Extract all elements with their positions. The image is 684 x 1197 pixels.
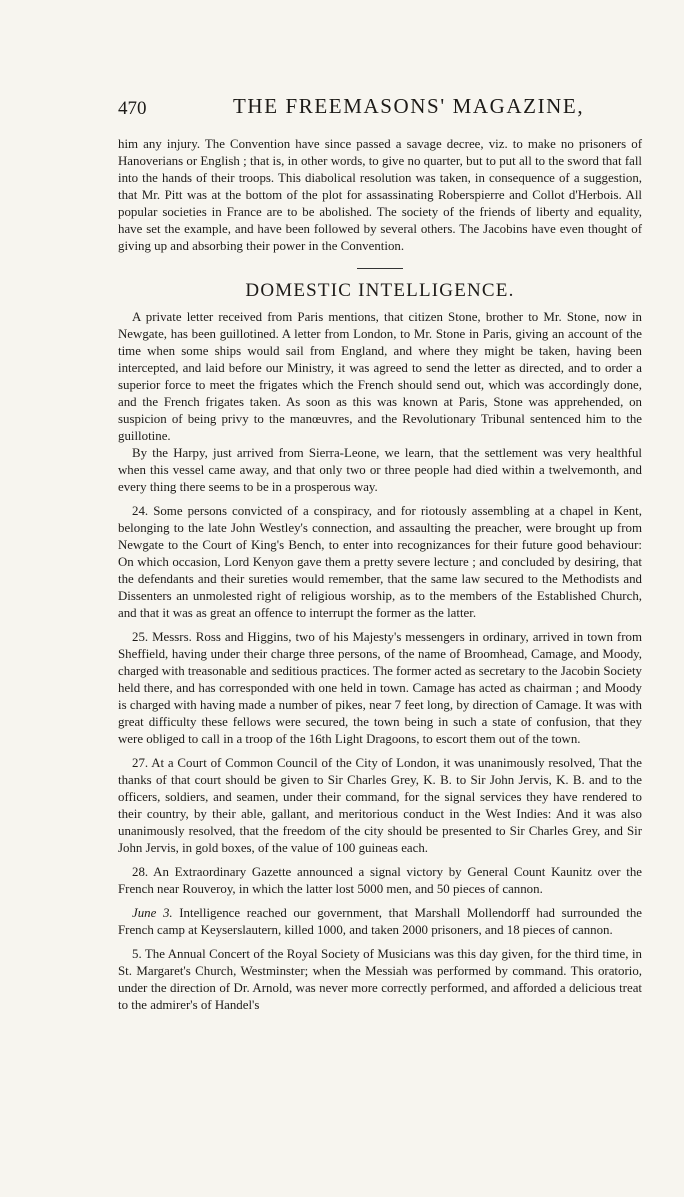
news-paragraph: By the Harpy, just arrived from Sierra-Leone, we learn, that the settlement was very healthful when this vessel came away, and that only two or three people had died within a twelvemonth, and every thing there seems to be in a prosperous way. <box>118 446 642 494</box>
article-body <box>118 136 642 1014</box>
entry-text: At a Court of Common Council of the City of London, it was unanimously resolved, That the thanks of that court should be given to Sir Charles Grey, K. B. to Sir John Jervis, K. B. and to the officers, soldiers, and seamen, under their command, for the signal services they have rendered to their country, by their able, gallant, and meritorious conduct in the West Indies: And it was also unanimously resolved, that the freedom of the city should be presented to Sir Charles Grey, and Sir John Jervis, in gold boxes, of the value of 100 guineas each. <box>118 756 642 855</box>
dated-entry <box>118 864 642 898</box>
entry-text: Messrs. Ross and Higgins, two of his Majesty's messengers in ordinary, arrived in town from Sheffield, having under their charge three persons, of the name of Broomhead, Camage, and Moody, charged with treasonable and seditious practices. The former acted as secretary to the Jacobin Society held there, and has corresponded with one held in town. Camage has acted as chairman ; and Moody is charged with having made a number of pikes, near 7 feet long, by direction of Camage. It was with great difficulty these fellows were secured, the town being in such a state of confusion, that they were obliged to call in a troop of the 16th Light Dragoons, to escort them out of the town. <box>118 630 642 746</box>
entry-text: Intelligence reached our government, that Marshall Mollendorff had surrounded the French camp at Keyserslautern, killed 1000, and taken 2000 prisoners, and 18 pieces of cannon. <box>118 906 642 937</box>
entry-date: 27. <box>132 756 149 770</box>
dated-entry <box>118 755 642 857</box>
page-header <box>118 94 634 124</box>
entry-date: 25. <box>132 630 149 644</box>
entry-date: 24. <box>132 504 149 518</box>
dated-entry <box>118 503 642 622</box>
entry-text: The Annual Concert of the Royal Society of Musicians was this day given, for the third time, in St. Margaret's Church, Westminster; when the Messiah was performed by command. This oratorio, under the direction of Dr. Arnold, was never more correctly performed, and afforded a delicious treat to the admirer's of Handel's <box>118 947 642 1012</box>
entry-text: Some persons convicted of a conspiracy, and for riotously assembling at a chapel in Kent, belonging to the late John Westley's connection, and assaulting the preacher, were brought up from Newgate to the Court of King's Bench, to enter into recognizances for their future good behaviour: On which occasion, Lord Kenyon gave them a pretty severe lecture ; and concluded by desiring, that the defendants and their sureties would remember, that the same law secured to the Methodists and Dissenters an unmolested right of religious worship, as to the members of the Established Church, and that it was as great an offence to interrupt the former as the latter. <box>118 504 642 620</box>
entry-text: An Extraordinary Gazette announced a signal victory by General Count Kaunitz over the French near Rouveroy, in which the latter lost 5000 men, and 50 pieces of cannon. <box>118 865 643 896</box>
dated-entry <box>118 946 642 1014</box>
page-number: 470 <box>118 98 147 119</box>
entry-date: 5. <box>132 947 142 961</box>
continuation-paragraph: him any injury. The Convention have since passed a savage decree, viz. to make no prisoners of Hanoverians or English ; that is, in other words, to give no quarter, but to put all to the sword that fall into the hands of their troops. This diabolical resolution was taken, in consequence of a suggestion, that Mr. Pitt was at the bottom of the plot for assassinating Roberspierre and Collot d'Herbois. All popular societies in France are to be abolished. The society of the friends of liberty and equality, have set the example, and have been followed by several others. The Jacobins have even thought of giving up and absorbing their power in the Convention. <box>118 137 642 253</box>
dated-entry <box>118 905 642 939</box>
section-heading: DOMESTIC INTELLIGENCE. <box>245 280 515 301</box>
entry-date: June 3. <box>132 906 173 920</box>
section-divider <box>357 268 403 269</box>
news-paragraph: A private letter received from Paris mentions, that citizen Stone, brother to Mr. Stone, now in Newgate, has been guillotined. A letter from London, to Mr. Stone in Paris, giving an account of the time when some ships would sail from England, and where they might be taken, having been intercepted, and laid before our Ministry, it was agreed to send the letter as directed, and to order a superior force to meet the frigates which the French should send out, which was accordingly done, and the French frigates taken. As soon as this was known at Paris, Stone was apprehended, on suspicion of being privy to the manœuvres, and the Revolutionary Tribunal sentenced him to the guillotine. <box>118 310 642 443</box>
entry-date: 28. <box>132 865 149 879</box>
running-title: THE FREEMASONS' MAGAZINE, <box>233 94 585 118</box>
dated-entry <box>118 629 642 748</box>
